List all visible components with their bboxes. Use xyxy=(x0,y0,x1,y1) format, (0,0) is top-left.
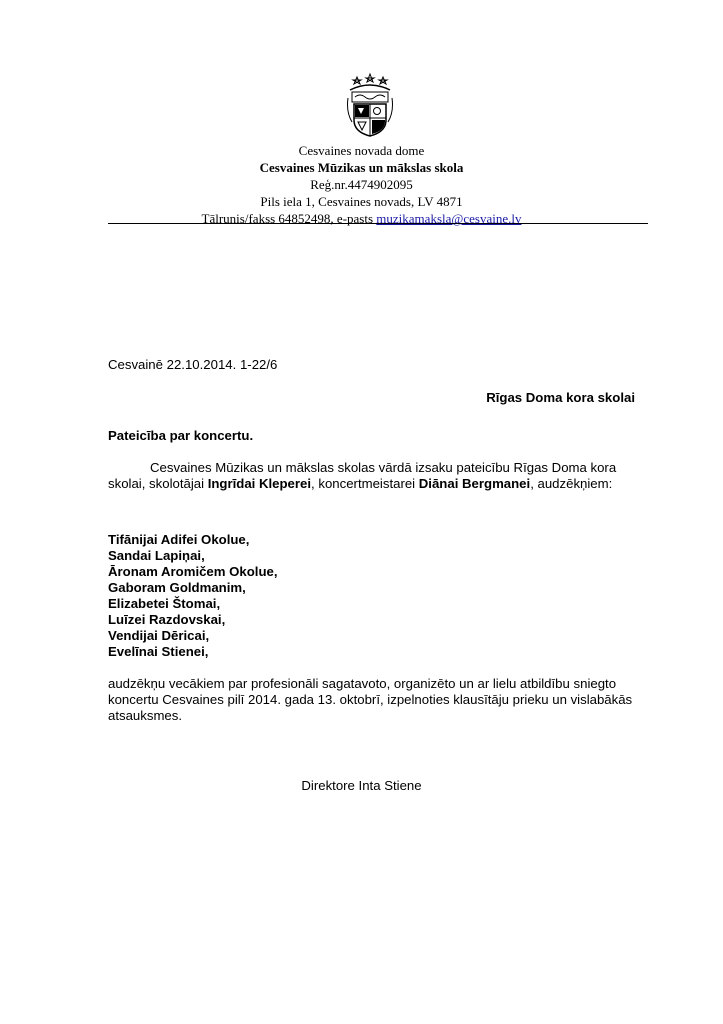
contact-line xyxy=(0,210,723,227)
para1-start: Cesvaines Mūzikas un mākslas skolas vārdā izsaku pateicību Rīgas Doma kora skolai, skolotājai xyxy=(108,460,617,491)
signature: Direktore Inta Stiene xyxy=(301,778,422,793)
paragraph-thanks xyxy=(108,460,648,492)
student-name: Vendijai Dēricai, xyxy=(108,628,210,643)
recipient: Rīgas Doma kora skolai xyxy=(486,390,635,405)
letter-subject: Pateicība par koncertu. xyxy=(108,428,254,443)
student-name: Evelīnai Stienei, xyxy=(108,644,209,659)
student-list xyxy=(108,532,278,660)
coat-of-arms-icon xyxy=(346,72,394,138)
student-name: Gaboram Goldmanim, xyxy=(108,580,246,595)
council-name: Cesvaines novada dome xyxy=(298,143,425,158)
school-name: Cesvaines Mūzikas un mākslas skola xyxy=(259,160,464,175)
para1-mid: , koncertmeistarei xyxy=(311,476,419,491)
paragraph-parents: audzēkņu vecākiem par profesionāli sagatavoto, organizēto un ar lielu atbildību sniegto koncertu Cesvaines pilī 2014. gada 13. oktobrī, izpelnoties klausītāju prieku un vislabākās atsauksmes. xyxy=(108,676,633,723)
student-name: Luīzei Razdovskai, xyxy=(108,612,226,627)
student-name: Sandai Lapiņai, xyxy=(108,548,205,563)
school-address: Pils iela 1, Cesvaines novads, LV 4871 xyxy=(260,194,463,209)
para1-end: , audzēkņiem: xyxy=(530,476,613,491)
student-name: Tifānijai Adifei Okolue, xyxy=(108,532,250,547)
phone-fax: Tālrunis/fakss 64852498, e-pasts xyxy=(201,211,377,226)
date-reference: Cesvainē 22.10.2014. 1-22/6 xyxy=(108,357,278,372)
email-link[interactable]: muzikamaksla@cesvaine.lv xyxy=(376,211,522,226)
teacher-name: Ingrīdai Kleperei xyxy=(207,476,312,491)
accompanist-name: Diānai Bergmanei xyxy=(418,476,531,491)
letterhead-divider xyxy=(108,223,648,224)
student-name: Elizabetei Štomai, xyxy=(108,596,221,611)
registration-number: Reģ.nr.4474902095 xyxy=(310,177,413,192)
student-name: Āronam Aromičem Okolue, xyxy=(108,564,278,579)
